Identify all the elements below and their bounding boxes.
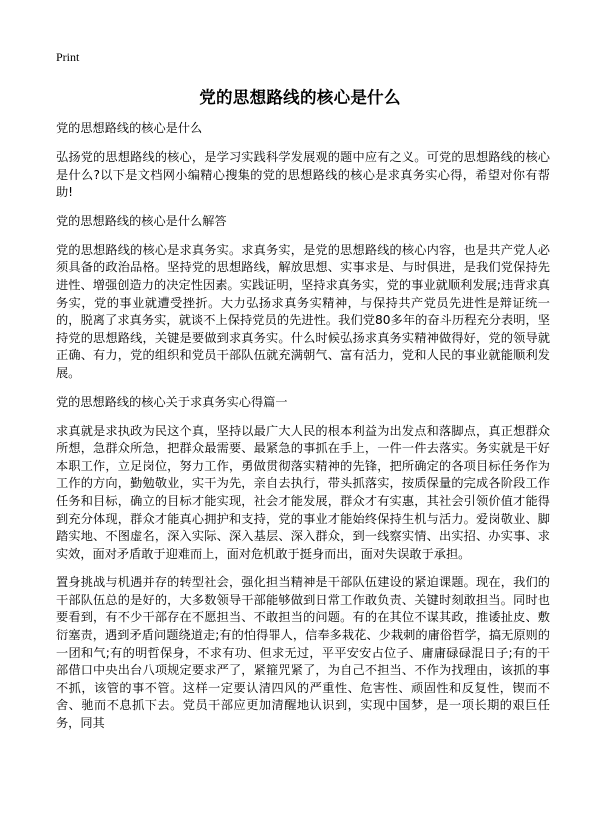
section-heading: 党的思想路线的核心关于求真务实心得篇一: [56, 394, 288, 409]
page-title: 党的思想路线的核心是什么: [199, 88, 401, 107]
paragraph: 弘扬党的思想路线的核心，是学习实践科学发展观的题中应有之义。可党的思想路线的核心是什么?以下是文档网小编精心搜集的党的思想路线的核心是求真务实心得，希望对你有帮助!: [56, 150, 550, 200]
document-body: [56, 120, 550, 744]
section-heading: 党的思想路线的核心是什么: [56, 121, 203, 135]
paragraph: 置身挑战与机遇并存的转型社会，强化担当精神是干部队伍建设的紧迫课题。现在，我们的干部队伍总的是好的，大多数领导干部能够做到日常工作敢负责、关键时刻敢担当。同时也要看到，有不少干部存在不愿担当、不敢担当的问题。有的在其位不谋其政，推诿扯皮、敷衍塞责，遇到矛盾问题绕道走;有的怕得罪人，信奉多栽花、少栽刺的庸俗哲学，搞无原则的一团和气;有的明哲保身，不求有功、但求无过，平平安安占位子、庸庸碌碌混日子;有的干部借口中央出台八项规定要求严了，紧箍咒紧了，为自己不担当、不作为找理由，该抓的事不抓，该管的事不管。这样一定要认清四风的严重性、危害性、顽固性和反复性，锲而不舍、驰而不息抓下去。党员干部应更加清醒地认识到，实现中国梦，是一项长期的艰巨任务，同其: [56, 575, 550, 731]
section-heading: 党的思想路线的核心是什么解答: [56, 213, 227, 228]
paragraph: 党的思想路线的核心是求真务实。求真务实，是党的思想路线的核心内容，也是共产党人必须具备的政治品格。坚持党的思想路线，解放思想、实事求是、与时俱进，是我们党保持先进性、增强创造力的决定性因素。实践证明，坚持求真务实，党的事业就顺利发展;违背求真务实，党的事业就遭受挫折。大力弘扬求真务实精神，与保持共产党员先进性是辩证统一的，脱离了求真务实，就谈不上保持党员的先进性。我们党80多年的奋斗历程充分表明，坚持党的思想路线，关键是要做到求真务实。什么时候弘扬求真务实精神做得好，党的领导就正确、有力，党的组织和党员干部队伍就充满朝气、富有活力，党和人民的事业就能顺利发展。: [56, 242, 550, 380]
print-label[interactable]: Print: [56, 50, 80, 64]
paragraph: 求真就是求执政为民这个真，坚持以最广大人民的根本利益为出发点和落脚点，真正想群众所想，急群众所急，把群众最需要、最紧急的事抓在手上，一件一件去落实。务实就是干好本职工作，立足岗位，努力工作，勇做贯彻落实精神的先锋，把所确定的各项目标任务作为工作的方向，勤勉敬业，实干为先，亲自去执行，带头抓落实，按质保量的完成各阶段工作任务和目标，确立的目标才能实现，社会才能发展，群众才有实惠，其社会引领价值才能得到充分体现，群众才能真心拥护和支持，党的事业才能始终保持生机与活力。爱岗敬业、脚踏实地、不图虚名，深入实际、深入基层、深入群众，到一线察实情、出实招、办实事、求实效，面对矛盾敢于迎难而上，面对危机敢于挺身而出，面对失误敢于承担。: [56, 423, 550, 561]
